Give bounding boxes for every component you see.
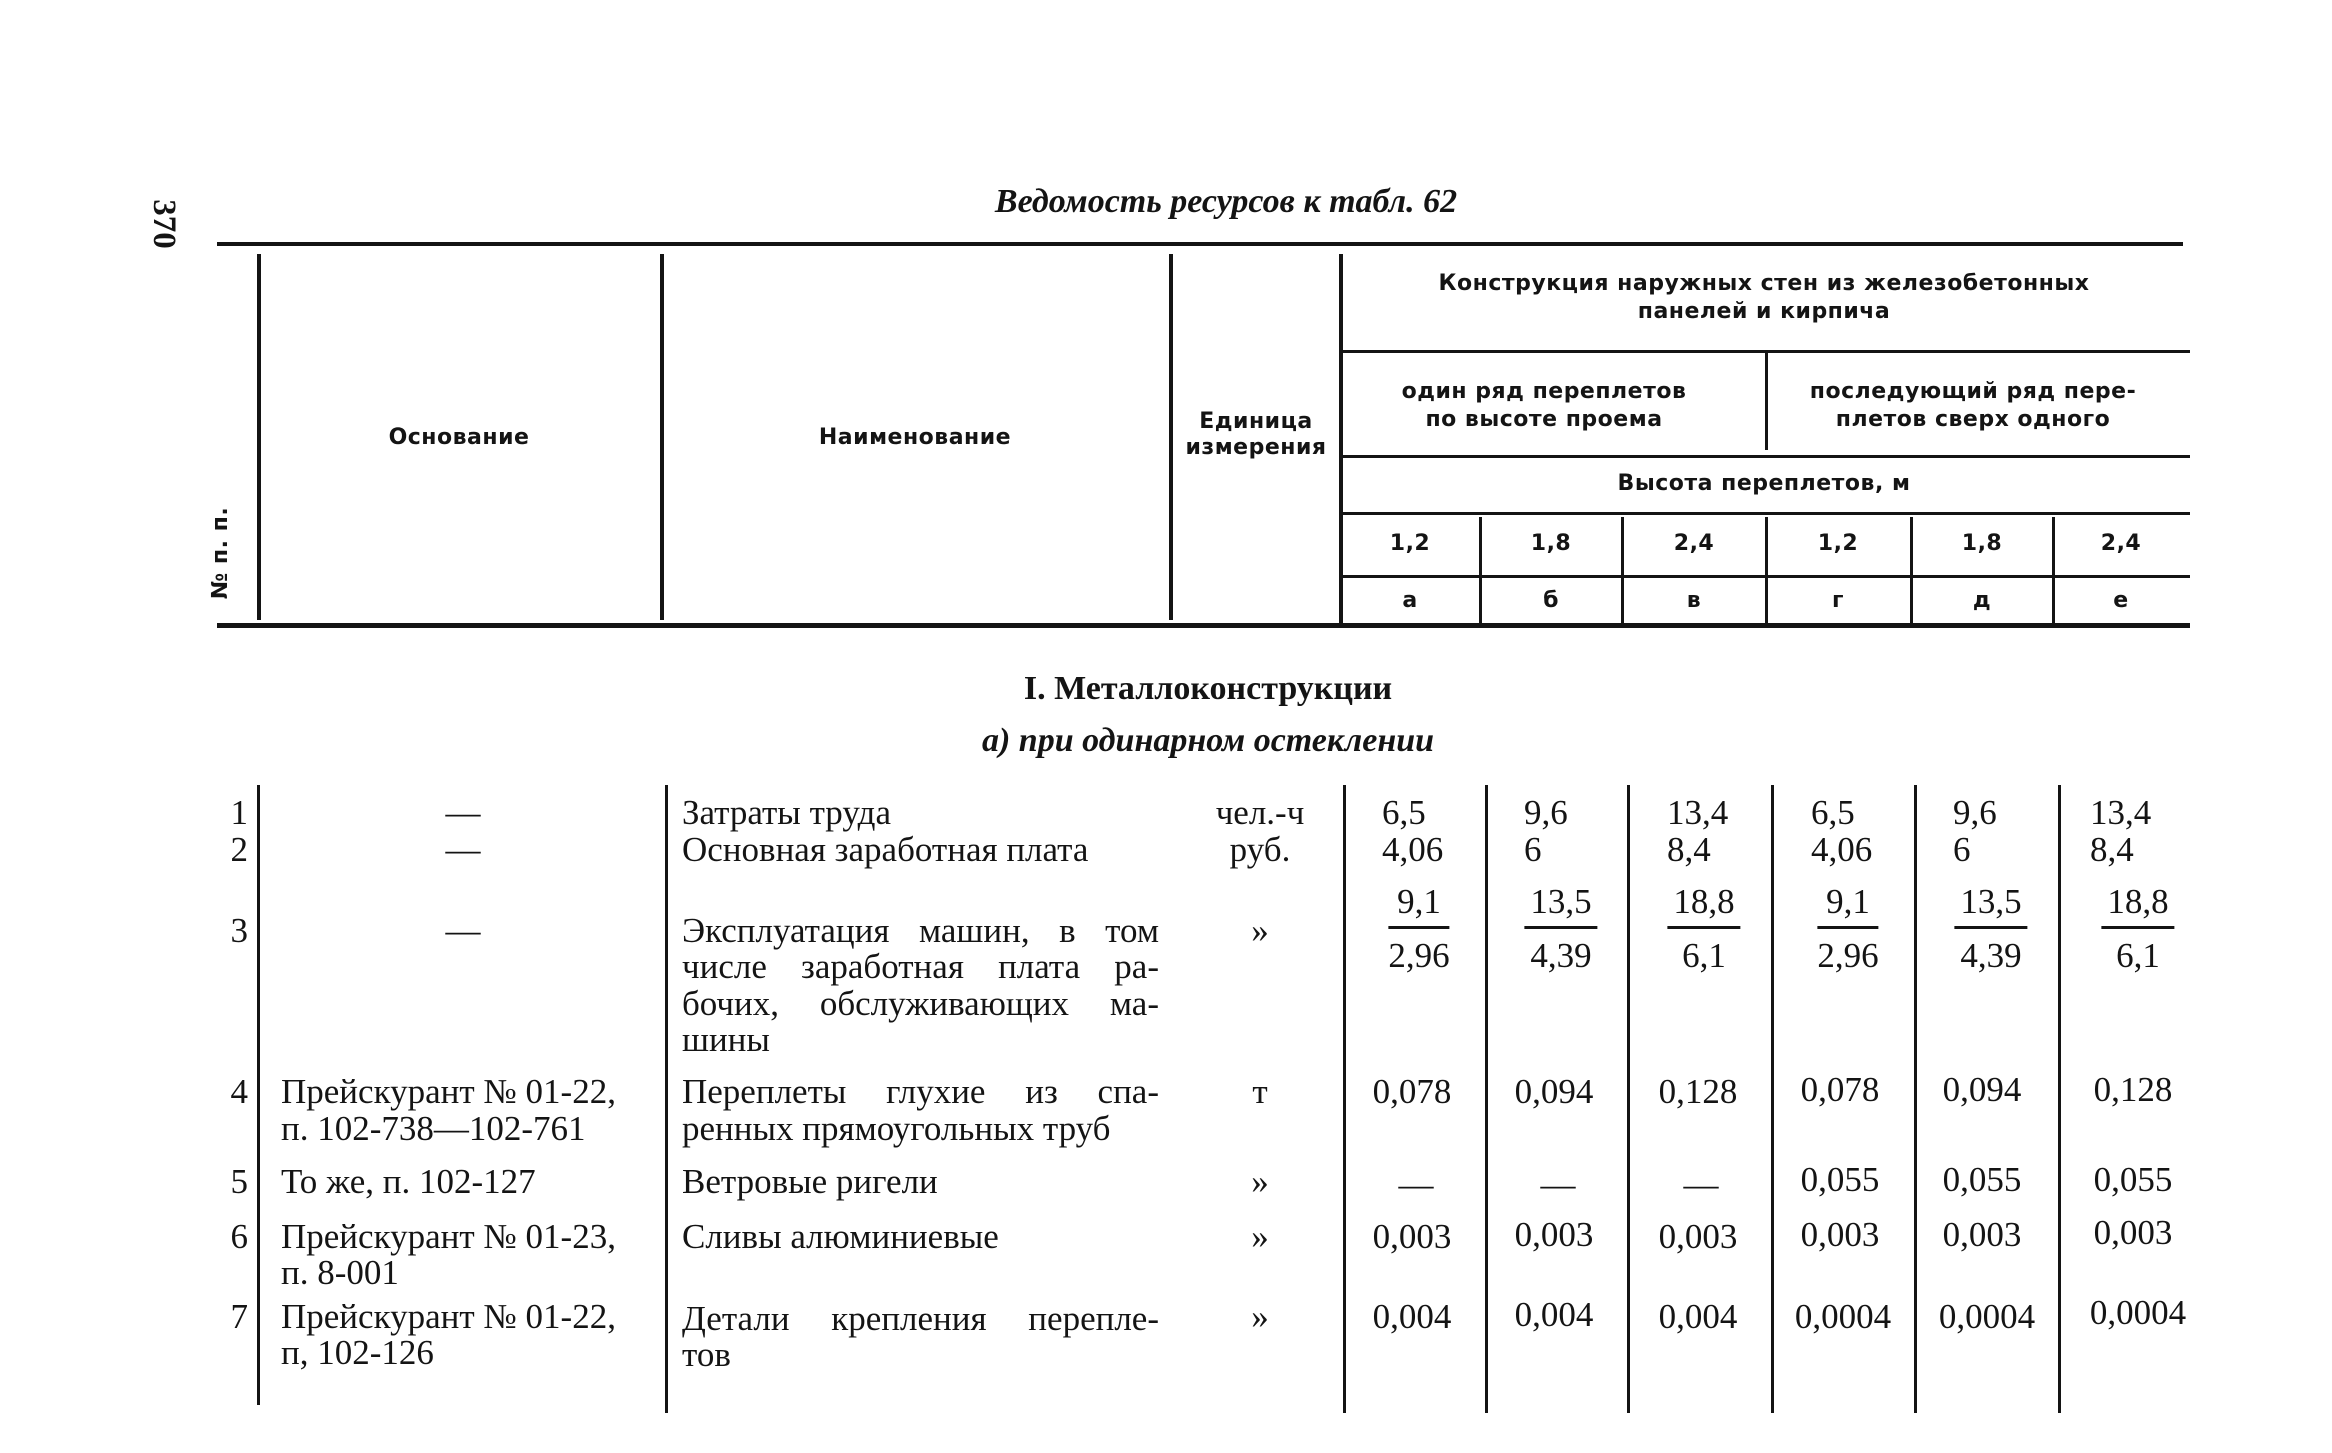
section-subtitle: а) при одинарном остеклении	[981, 722, 1435, 759]
row-value-b: 0,003	[1514, 1215, 1594, 1254]
section-title: I. Металлоконструкции	[1023, 670, 1393, 707]
row-unit: чел.-ч	[1215, 793, 1305, 832]
header-height-c: 2,4	[1673, 531, 1715, 556]
header-height-f: 2,4	[2100, 531, 2142, 556]
row-unit: »	[1251, 911, 1269, 950]
header-group-next: последующий ряд пере-	[1809, 379, 2137, 404]
row-value-d: 0,003	[1800, 1215, 1880, 1254]
body-divider	[1485, 785, 1488, 1413]
body-divider	[1627, 785, 1630, 1413]
header-basis: Основание	[388, 425, 530, 450]
row-value-c: 8,4	[1667, 830, 1711, 869]
header-height-e: 1,8	[1961, 531, 2003, 556]
row-value-b: —	[1540, 1165, 1576, 1204]
header-rule	[1341, 512, 2190, 515]
row-basis: —	[445, 911, 481, 950]
body-divider	[1771, 785, 1774, 1413]
header-letter-e: д	[1972, 588, 1992, 613]
row-value-d: 0,055	[1800, 1160, 1880, 1199]
header-group-one: по высоте проема	[1425, 407, 1663, 432]
row-value-b: 0,094	[1514, 1072, 1594, 1111]
fraction-wages: 4,39	[1960, 936, 2022, 975]
row-value-d: 4,06	[1811, 830, 1873, 869]
row-name: шины	[682, 1020, 770, 1059]
header-letter-b: б	[1543, 588, 1559, 613]
header-divider	[1910, 517, 1913, 624]
header-divider	[257, 254, 261, 620]
body-divider	[257, 785, 260, 1405]
row-value-f: 13,4	[2090, 793, 2152, 832]
row-fraction-e	[1954, 883, 2027, 974]
body-divider	[2058, 785, 2061, 1413]
header-height-label: Высота переплетов, м	[1617, 471, 1911, 496]
row-fraction-f	[2101, 883, 2174, 974]
row-unit: »	[1251, 1162, 1269, 1201]
header-divider	[660, 254, 664, 620]
row-number: 6	[230, 1217, 248, 1256]
header-bottom-rule	[217, 623, 2190, 628]
header-divider	[1765, 352, 1768, 450]
page-number: 370	[146, 199, 182, 249]
header-top-rule	[217, 242, 2183, 246]
row-fraction-a	[1388, 883, 1449, 974]
header-letter-c: в	[1686, 588, 1702, 613]
row-basis: —	[445, 830, 481, 869]
row-value-e: 0,055	[1942, 1160, 2022, 1199]
row-value-a: —	[1398, 1165, 1434, 1204]
row-value-b: 0,004	[1514, 1295, 1594, 1334]
row-value-a: 0,078	[1372, 1072, 1452, 1111]
row-name: тов	[682, 1335, 731, 1374]
header-divider	[1479, 517, 1482, 624]
row-name: Сливы алюминиевые	[682, 1217, 999, 1256]
row-unit: т	[1252, 1072, 1268, 1111]
row-value-e: 6	[1953, 830, 1971, 869]
header-divider	[1169, 254, 1173, 620]
header-divider	[1765, 517, 1768, 624]
header-divider	[1339, 254, 1343, 626]
row-basis: Прейскурант № 01-22,	[281, 1297, 616, 1336]
row-fraction-d	[1817, 883, 1878, 974]
row-fraction-b	[1524, 883, 1597, 974]
fraction-total: 9,1	[1817, 883, 1878, 929]
row-value-a: 0,004	[1372, 1297, 1452, 1336]
row-unit: »	[1251, 1217, 1269, 1256]
row-name: Основная заработная плата	[682, 830, 1089, 869]
fraction-wages: 6,1	[2116, 936, 2160, 975]
row-value-e: 0,003	[1942, 1215, 2022, 1254]
row-basis: п. 102-738—102-761	[281, 1109, 586, 1148]
body-divider	[1914, 785, 1917, 1413]
header-letter-d: г	[1832, 588, 1844, 613]
fraction-total: 13,5	[1954, 883, 2027, 929]
body-divider	[1343, 785, 1346, 1413]
row-name: Эксплуатация машин, в том	[682, 911, 1159, 950]
header-divider	[1621, 517, 1624, 624]
header-divider	[2052, 517, 2055, 624]
header-rule	[1341, 455, 2190, 458]
row-value-f: 0,0004	[2089, 1293, 2187, 1332]
row-value-e: 9,6	[1953, 793, 1997, 832]
row-value-b: 6	[1524, 830, 1542, 869]
row-value-f: 0,055	[2093, 1160, 2173, 1199]
header-construction: панелей и кирпича	[1637, 299, 1891, 324]
row-number: 2	[230, 830, 248, 869]
header-letter-f: е	[2113, 588, 2129, 613]
row-basis: То же, п. 102-127	[281, 1162, 536, 1201]
row-name: Ветровые ригели	[682, 1162, 938, 1201]
header-height-d: 1,2	[1817, 531, 1859, 556]
row-value-f: 0,003	[2093, 1213, 2173, 1252]
row-name: числе заработная плата ра-	[682, 947, 1159, 986]
row-value-d: 0,0004	[1794, 1297, 1892, 1336]
body-divider	[665, 785, 668, 1413]
row-value-c: —	[1683, 1165, 1719, 1204]
fraction-total: 9,1	[1388, 883, 1449, 929]
row-value-a: 0,003	[1372, 1217, 1452, 1256]
row-basis: п, 102-126	[281, 1333, 434, 1372]
row-number: 4	[230, 1072, 248, 1111]
row-value-a: 6,5	[1382, 793, 1426, 832]
row-value-f: 8,4	[2090, 830, 2134, 869]
row-name: Детали крепления перепле-	[682, 1299, 1159, 1338]
row-value-f: 0,128	[2093, 1070, 2173, 1109]
header-group-next: плетов сверх одного	[1835, 407, 2111, 432]
row-name: Затраты труда	[682, 793, 891, 832]
row-value-c: 0,004	[1658, 1297, 1738, 1336]
row-name: ренных прямоугольных труб	[682, 1109, 1111, 1148]
row-number: 7	[230, 1297, 248, 1336]
table-title: Ведомость ресурсов к табл. 62	[994, 183, 1458, 220]
row-value-e: 0,094	[1942, 1070, 2022, 1109]
header-construction: Конструкция наружных стен из железобетонных	[1438, 271, 2090, 296]
row-value-b: 9,6	[1524, 793, 1568, 832]
header-unit: измерения	[1185, 435, 1327, 460]
fraction-total: 18,8	[1667, 883, 1740, 929]
row-basis: Прейскурант № 01-23,	[281, 1217, 616, 1256]
fraction-wages: 2,96	[1817, 936, 1879, 975]
row-basis: —	[445, 793, 481, 832]
row-unit: »	[1251, 1297, 1269, 1336]
header-group-one: один ряд переплетов	[1401, 379, 1687, 404]
header-row-number: № п. п.	[208, 506, 233, 600]
row-name: Переплеты глухие из спа-	[682, 1072, 1159, 1111]
row-value-c: 0,003	[1658, 1217, 1738, 1256]
row-number: 3	[230, 911, 248, 950]
header-letter-a: а	[1402, 588, 1418, 613]
row-value-e: 0,0004	[1938, 1297, 2036, 1336]
fraction-total: 13,5	[1524, 883, 1597, 929]
fraction-wages: 2,96	[1388, 936, 1450, 975]
row-unit: руб.	[1229, 830, 1291, 869]
header-name: Наименование	[818, 425, 1012, 450]
row-basis: п. 8-001	[281, 1253, 399, 1292]
row-value-d: 6,5	[1811, 793, 1855, 832]
row-fraction-c	[1667, 883, 1740, 974]
row-basis: Прейскурант № 01-22,	[281, 1072, 616, 1111]
row-value-a: 4,06	[1382, 830, 1444, 869]
row-value-c: 13,4	[1667, 793, 1729, 832]
row-value-d: 0,078	[1800, 1070, 1880, 1109]
header-unit: Единица	[1199, 409, 1313, 434]
fraction-total: 18,8	[2101, 883, 2174, 929]
row-number: 1	[230, 793, 248, 832]
row-name: бочих, обслуживающих ма-	[682, 984, 1159, 1023]
fraction-wages: 4,39	[1530, 936, 1592, 975]
row-number: 5	[230, 1162, 248, 1201]
header-height-a: 1,2	[1389, 531, 1431, 556]
row-value-c: 0,128	[1658, 1072, 1738, 1111]
header-height-b: 1,8	[1530, 531, 1572, 556]
fraction-wages: 6,1	[1682, 936, 1726, 975]
